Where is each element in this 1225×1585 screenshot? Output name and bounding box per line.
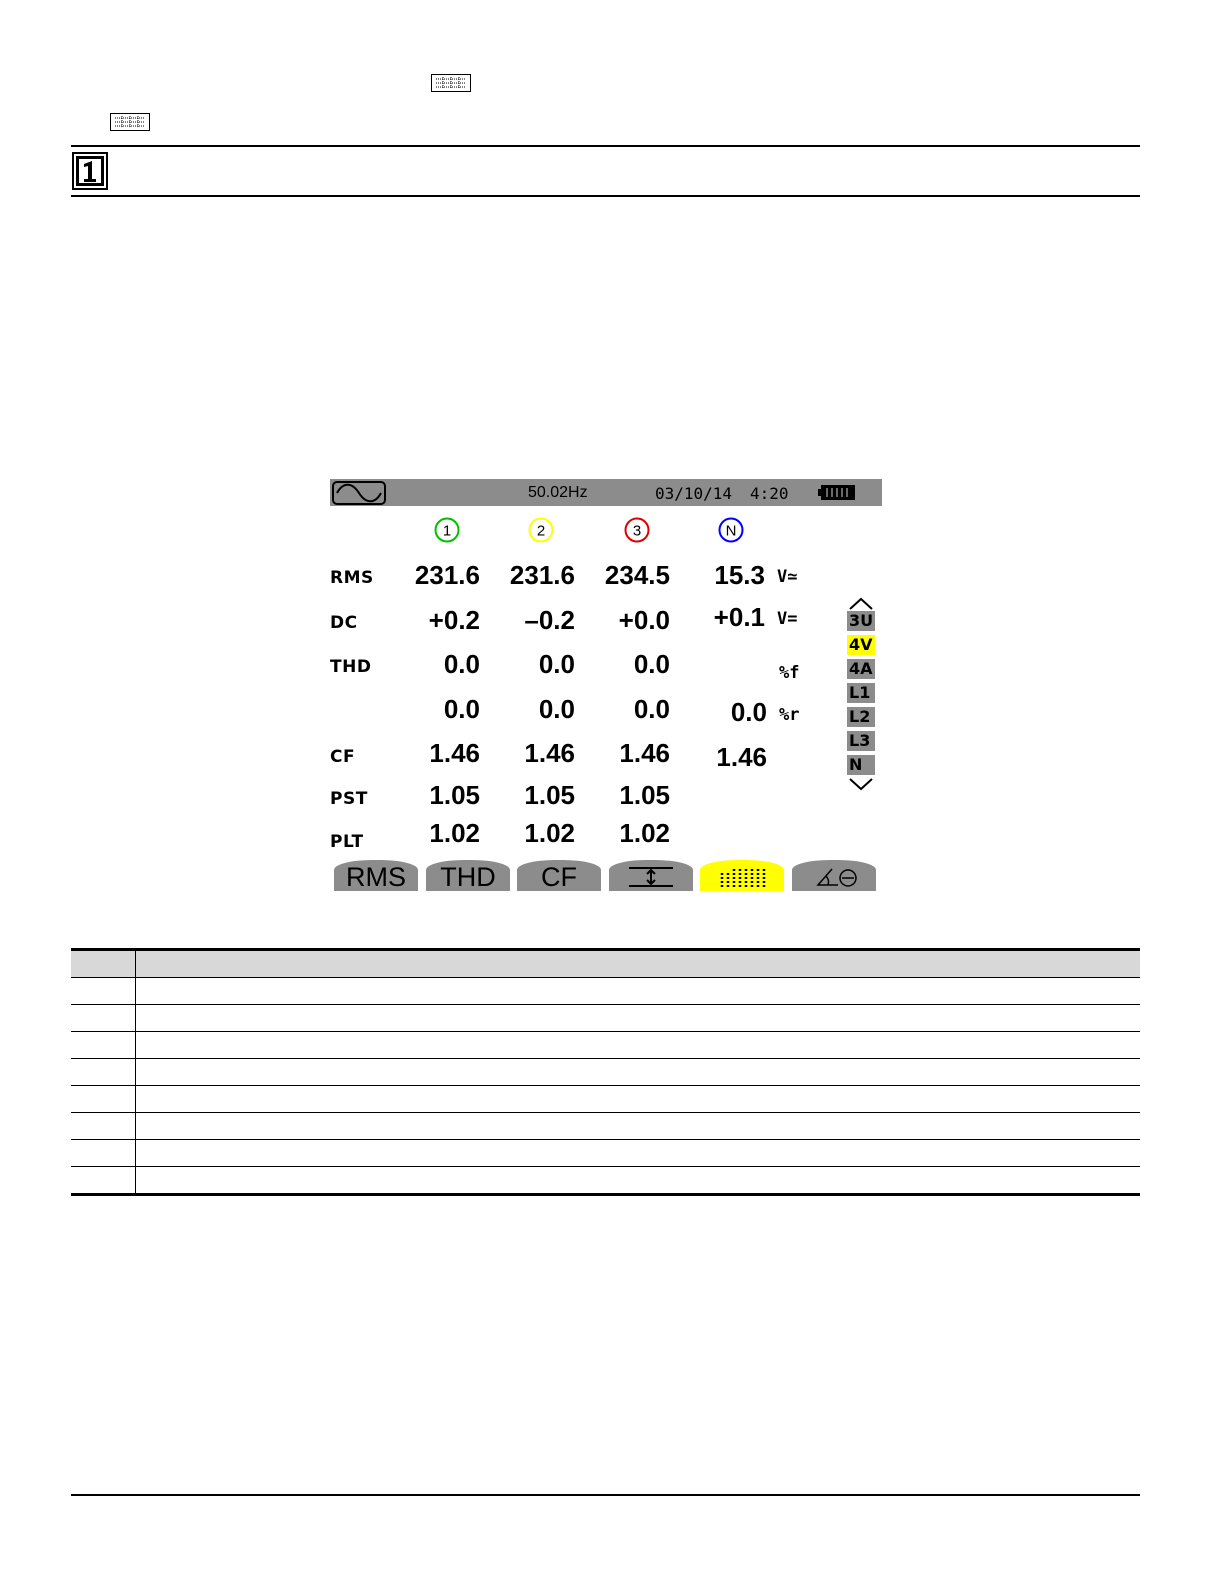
value-cell: +0.1 xyxy=(713,602,765,632)
side-item-l1[interactable]: L1 xyxy=(847,683,875,703)
tab-rms[interactable]: RMS xyxy=(334,860,418,891)
value-cell: 0.0 xyxy=(633,649,670,679)
value-cell: 1.02 xyxy=(619,818,670,848)
value-cell: 234.5 xyxy=(604,560,670,590)
date-readout: 03/10/14 xyxy=(655,484,733,503)
status-bar xyxy=(330,479,882,506)
value-cell: 1.05 xyxy=(429,780,480,810)
tab-min-max[interactable] xyxy=(609,860,693,891)
chevron-up-icon[interactable] xyxy=(848,596,874,612)
value-cell: 0.0 xyxy=(633,694,670,724)
phase-2-label: 2 xyxy=(536,522,546,540)
time-readout: 4:20 xyxy=(750,484,789,503)
value-cell: 1.46 xyxy=(716,742,767,772)
info-icon xyxy=(72,152,108,190)
battery-icon xyxy=(818,484,856,501)
phase-3-indicator xyxy=(623,516,651,544)
frequency-readout: 50.02Hz xyxy=(528,484,588,501)
row-label-dc: DC xyxy=(330,613,358,633)
divider xyxy=(71,145,1140,147)
phase-unbalance-icon xyxy=(792,860,876,891)
value-cell: 1.46 xyxy=(619,738,670,768)
value-cell: 0.0 xyxy=(538,649,575,679)
table-row xyxy=(71,1113,1140,1140)
row-label-thd: THD xyxy=(330,657,372,677)
value-cell: 1.05 xyxy=(619,780,670,810)
summary-table-icon xyxy=(700,860,784,891)
value-cell: 0.0 xyxy=(443,649,480,679)
value-cell: 15.3 xyxy=(714,560,765,590)
side-item-4v[interactable]: 4V xyxy=(847,635,875,655)
side-item-3u[interactable]: 3U xyxy=(849,611,874,630)
unit-label: %r xyxy=(779,705,800,725)
instrument-screen xyxy=(330,479,882,895)
value-cell: +0.2 xyxy=(428,605,480,635)
value-cell: 1.46 xyxy=(524,738,575,768)
value-cell: 1.02 xyxy=(524,818,575,848)
summary-table-icon xyxy=(110,113,150,131)
value-cell: 231.6 xyxy=(414,560,480,590)
description-table xyxy=(71,948,1140,1196)
chevron-down-icon[interactable] xyxy=(848,776,874,792)
value-cell: 0.0 xyxy=(538,694,575,724)
row-label-plt: PLT xyxy=(330,832,364,852)
value-cell: 1.02 xyxy=(429,818,480,848)
value-cell: 231.6 xyxy=(509,560,575,590)
phase-3-label: 3 xyxy=(632,522,642,540)
unit-label: V= xyxy=(777,609,798,629)
min-max-icon xyxy=(609,860,693,891)
summary-table-icon xyxy=(431,74,471,92)
table-header xyxy=(71,948,1140,978)
phase-1-label: 1 xyxy=(442,522,452,540)
phase-2-indicator xyxy=(527,516,555,544)
phase-n-indicator xyxy=(717,516,745,544)
unit-label: V≃ xyxy=(777,567,798,587)
table-row xyxy=(71,1032,1140,1059)
sine-wave-icon xyxy=(332,481,386,505)
side-item-n[interactable]: N xyxy=(847,755,875,775)
value-cell: 0.0 xyxy=(730,697,767,727)
side-item-4a[interactable]: 4A xyxy=(847,659,875,679)
tab-cf[interactable]: CF xyxy=(517,860,601,891)
row-label-cf: CF xyxy=(330,747,356,767)
divider xyxy=(71,195,1140,197)
table-row xyxy=(71,1086,1140,1113)
side-item-l2[interactable]: L2 xyxy=(847,707,875,727)
value-cell: 1.46 xyxy=(429,738,480,768)
table-row xyxy=(71,1167,1140,1196)
table-row xyxy=(71,1005,1140,1032)
value-cell: 0.0 xyxy=(443,694,480,724)
row-label-rms: RMS xyxy=(330,568,374,588)
table-row xyxy=(71,1059,1140,1086)
value-cell: –0.2 xyxy=(524,605,575,635)
footer-divider xyxy=(71,1494,1140,1496)
value-cell: +0.0 xyxy=(618,605,670,635)
phase-n-label: N xyxy=(725,522,737,540)
unit-label: %f xyxy=(779,663,800,683)
side-item-l3[interactable]: L3 xyxy=(847,731,875,751)
tab-summary-table[interactable] xyxy=(700,860,784,891)
value-cell: 1.05 xyxy=(524,780,575,810)
row-label-pst: PST xyxy=(330,789,368,809)
table-row xyxy=(71,1140,1140,1167)
phase-1-indicator xyxy=(433,516,461,544)
table-row xyxy=(71,978,1140,1005)
tab-phase-unbalance[interactable] xyxy=(792,860,876,891)
tab-thd[interactable]: THD xyxy=(426,860,510,891)
